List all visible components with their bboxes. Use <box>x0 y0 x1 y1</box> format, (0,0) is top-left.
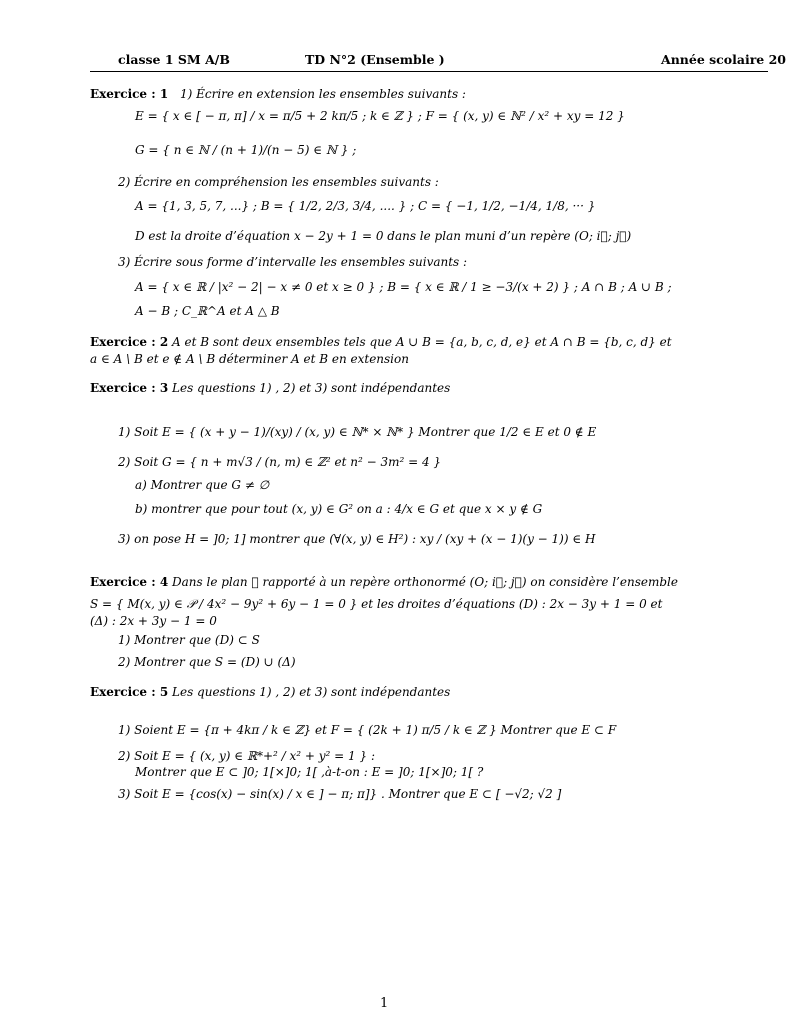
ex1-question-2: 2) Écrire en compréhension les ensembles suivants : <box>118 175 439 189</box>
header-rule <box>90 71 768 72</box>
ex4-question-1: 1) Montrer que (D) ⊂ S <box>118 633 260 647</box>
exercise-3-label: Exercice : 3 <box>90 381 169 395</box>
ex1-question-3: 3) Écrire sous forme d’intervalle les ensembles suivants : <box>118 255 468 269</box>
page-number: 1 <box>380 996 389 1011</box>
ex1-set-G: G = { n ∈ ℕ / (n + 1)/(n − 5) ∈ ℕ } ; <box>135 143 357 157</box>
ex2-text-2: a ∈ A \ B et e ∉ A \ B déterminer A et B en extension <box>90 352 409 366</box>
class-label: classe 1 SM A/B <box>118 52 230 67</box>
ex1-set-operations: A − B ; C_ℝ^A et A △ B <box>135 304 280 318</box>
ex1-line-D: D est la droite d’équation x − 2y + 1 = 0 dans le plan muni d’un repère (O; i⃗; j⃗) <box>135 229 632 243</box>
ex4-text-1: Dans le plan 𝒫 rapporté à un repère orthonormé (O; i⃗; j⃗) on considère l’ensemble <box>172 575 678 589</box>
ex3-question-1: 1) Soit E = { (x + y − 1)/(xy) / (x, y) ∈ ℕ* × ℕ* } Montrer que 1/2 ∈ E et 0 ∉ E <box>118 425 597 439</box>
ex5-question-2b: Montrer que E ⊂ ]0; 1[×]0; 1[ ,à-t-on : E = ]0; 1[×]0; 1[ ? <box>135 765 484 779</box>
ex2-text-1: A et B sont deux ensembles tels que A ∪ B = {a, b, c, d, e} et A ∩ B = {b, c, d} et <box>172 335 672 349</box>
ex5-intro: Les questions 1) , 2) et 3) sont indépendantes <box>172 685 451 699</box>
sheet-title: TD N°2 (Ensemble ) <box>305 52 445 67</box>
page-header <box>118 50 786 70</box>
ex3-question-2b: b) montrer que pour tout (x, y) ∈ G² on a : 4/x ∈ G et que x × y ∉ G <box>135 502 543 516</box>
ex1-sets-A-B-C: A = {1, 3, 5, 7, ...} ; B = { 1/2, 2/3, 3/4, .... } ; C = { −1, 1/2, −1/4, 1/8, ··· } <box>135 199 596 213</box>
ex4-text-2: S = { M(x, y) ∈ 𝒫 / 4x² − 9y² + 6y − 1 = 0 } et les droites d’équations (D) : 2x − 3y + 1 = 0 et <box>90 597 663 611</box>
school-year: Année scolaire 20 <box>661 52 786 67</box>
exercise-5-label: Exercice : 5 <box>90 685 169 699</box>
exercise-4-label: Exercice : 4 <box>90 575 169 589</box>
ex3-intro: Les questions 1) , 2) et 3) sont indépendantes <box>172 381 451 395</box>
ex3-question-3: 3) on pose H = ]0; 1] montrer que (∀(x, y) ∈ H²) : xy / (xy + (x − 1)(y − 1)) ∈ H <box>118 532 596 546</box>
ex4-text-3: (Δ) : 2x + 3y − 1 = 0 <box>90 614 217 628</box>
ex5-question-2: 2) Soit E = { (x, y) ∈ ℝ*+² / x² + y² = 1 } : <box>118 749 375 763</box>
exercise-2-label: Exercice : 2 <box>90 335 169 349</box>
ex3-question-2a: a) Montrer que G ≠ ∅ <box>135 478 270 492</box>
ex5-question-3: 3) Soit E = {cos(x) − sin(x) / x ∈ ] − π; π]} . Montrer que E ⊂ [ −√2; √2 ] <box>118 787 562 801</box>
ex3-question-2: 2) Soit G = { n + m√3 / (n, m) ∈ ℤ² et n² − 3m² = 4 } <box>118 455 442 469</box>
ex4-question-2: 2) Montrer que S = (D) ∪ (Δ) <box>118 655 296 669</box>
ex1-set-E-F: E = { x ∈ [ − π, π] / x = π/5 + 2 kπ/5 ; k ∈ ℤ } ; F = { (x, y) ∈ ℕ² / x² + xy = 12 } <box>135 109 625 123</box>
ex1-sets-A-B-interval: A = { x ∈ ℝ / |x² − 2| − x ≠ 0 et x ≥ 0 } ; B = { x ∈ ℝ / 1 ≥ −3/(x + 2) } ; A ∩ B ; A ∪ B ; <box>135 280 672 294</box>
ex1-question-1: 1) Écrire en extension les ensembles suivants : <box>180 87 466 101</box>
exercise-1-label: Exercice : 1 <box>90 87 169 101</box>
ex5-question-1: 1) Soient E = {π + 4kπ / k ∈ ℤ} et F = { (2k + 1) π/5 / k ∈ ℤ } Montrer que E ⊂ F <box>118 723 617 737</box>
